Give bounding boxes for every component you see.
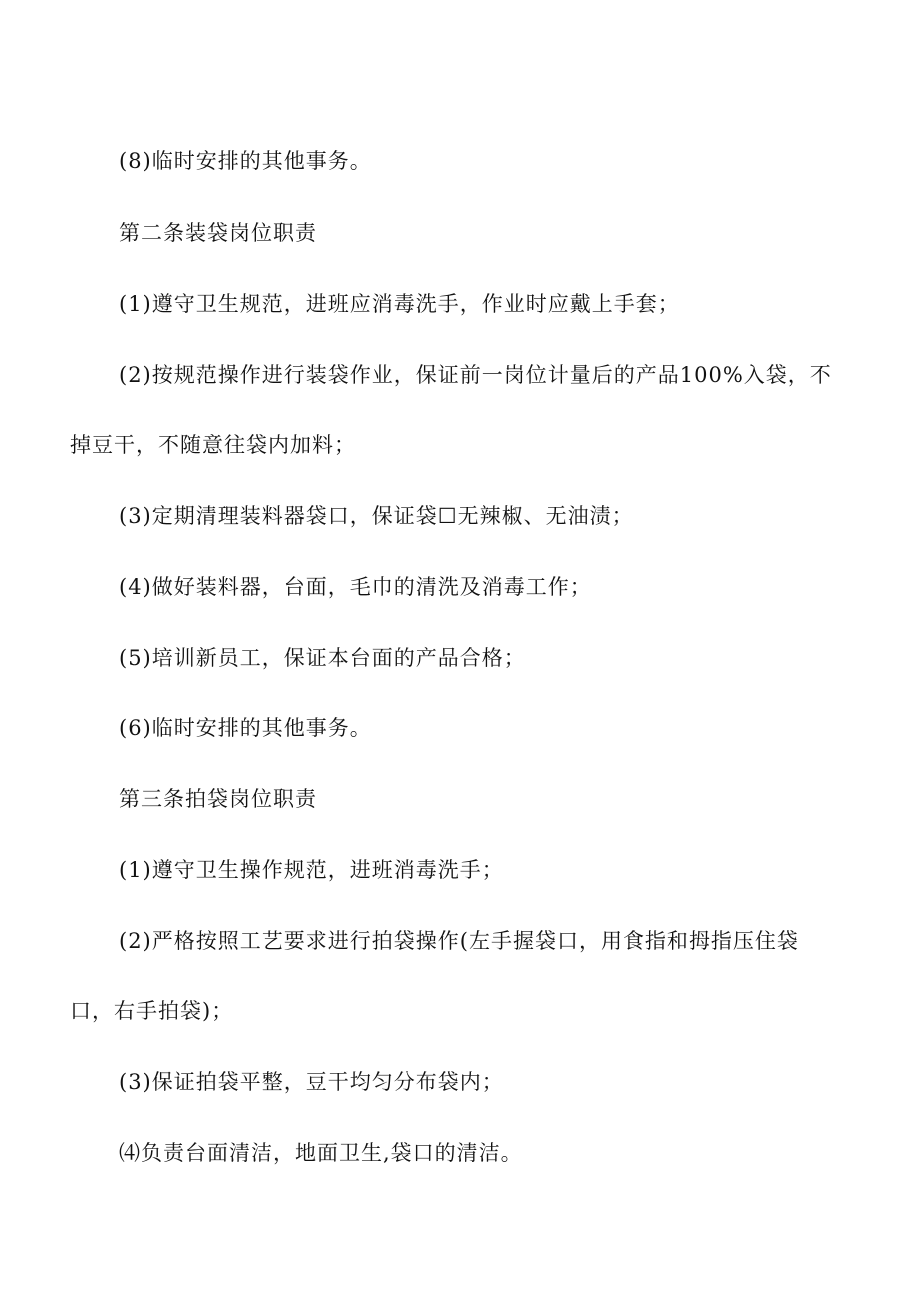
text-line: (3)保证拍袋平整，豆干均匀分布袋内； xyxy=(119,1070,504,1094)
text-line: (3)定期清理装料器袋口，保证袋☐无辣椒、无油渍； xyxy=(119,504,634,528)
text-line: (2)严格按照工艺要求进行拍袋操作(左手握袋口，用食指和拇指压住袋 xyxy=(119,929,799,953)
text-line: (8)临时安排的其他事务。 xyxy=(119,149,372,173)
text-line: (6)临时安排的其他事务。 xyxy=(119,716,372,740)
text-line: (2)按规范操作进行装袋作业，保证前一岗位计量后的产品100%入袋，不 xyxy=(119,363,832,387)
text-line: (4)做好装料器，台面，毛巾的清洗及消毒工作； xyxy=(119,575,592,599)
section-heading: 第三条拍袋岗位职责 xyxy=(119,787,317,811)
text-line: (1)遵守卫生规范，进班应消毒洗手，作业时应戴上手套； xyxy=(119,292,680,316)
text-line: 口，右手拍袋)； xyxy=(70,999,234,1023)
text-line: (5)培训新员工，保证本台面的产品合格； xyxy=(119,646,526,670)
section-heading: 第二条装袋岗位职责 xyxy=(119,221,317,245)
text-line: 掉豆干，不随意往袋内加料； xyxy=(70,433,356,457)
text-line: ⑷负责台面清洁，地面卫生,袋口的清洁。 xyxy=(119,1141,523,1165)
text-line: (1)遵守卫生操作规范，进班消毒洗手； xyxy=(119,858,504,882)
